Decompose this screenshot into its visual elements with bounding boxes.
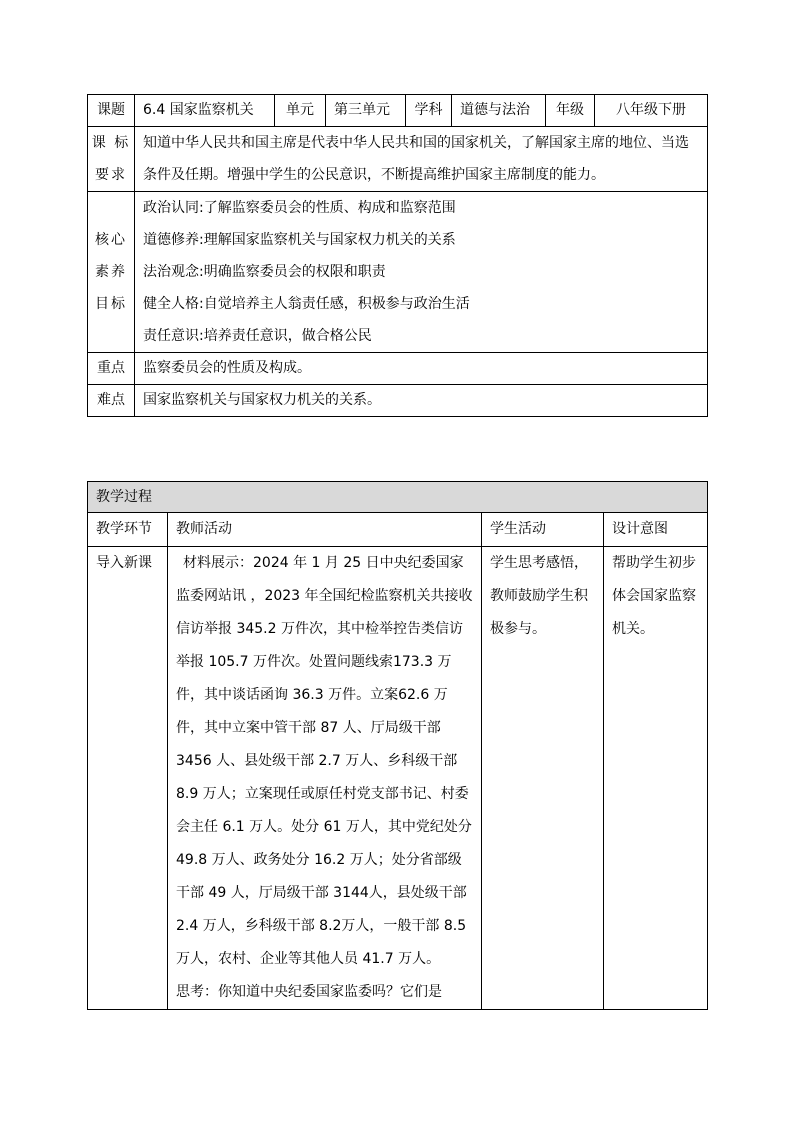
column-header: 教师活动 xyxy=(168,513,482,547)
teacher-material-text: 材料展示：2024 年 1 月 25 日中央纪委国家监委网站讯 ，2023 年全国纪检监察机关共接收信访举报 345.2 万件次，其中检举控告类信访举报 105.7 万件次。处置问题线索173.3 万件，其中谈话函询 36.3 万件。立案62.6 万件，其中立案中管干部 87 人、厅局级干部 3456 人、县处级干部 2.7 万人、乡科级干部 8.9 万人；立案现任或原任村党支部书记、村委会主任 6.1 万人。处分 61 万人，其中党纪处分 49.8 万人、政务处分 16.2 万人；处分省部级干部 49 人，厅局级干部 3144人，县处级干部 2.4 万人，乡科级干部 8.2万人，一般干部 8.5 万人，农村、企业等其他人员 41.7 万人。 xyxy=(176,555,473,967)
process-header-row xyxy=(88,513,708,547)
teacher-question-text: 思考：你知道中央纪委国家监委吗？它们是 xyxy=(176,984,442,1000)
lesson-row xyxy=(88,95,708,127)
teacher-activity-cell xyxy=(168,547,482,1010)
difficulty-text: 国家监察机关与国家权力机关的关系。 xyxy=(135,385,708,417)
stage-cell: 导入新课 xyxy=(88,547,168,1010)
literacy-item: 道德修养:理解国家监察机关与国家权力机关的关系 xyxy=(143,232,456,248)
unit-value: 第三单元 xyxy=(326,95,406,127)
grade-label: 年级 xyxy=(546,95,595,127)
grade-value: 八年级下册 xyxy=(595,95,708,127)
literacy-label-line-1: 核心 xyxy=(95,232,127,248)
literacy-item: 法治观念:明确监察委员会的权限和职责 xyxy=(143,264,386,280)
standard-text: 知道中华人民共和国主席是代表中华人民共和国的国家机关，了解国家主席的地位、当选条件及任期。增强中学生的公民意识，不断提高维护国家主席制度的能力。 xyxy=(135,127,708,192)
key-row xyxy=(88,353,708,385)
literacy-label-line-3: 目标 xyxy=(95,296,127,312)
difficulty-label: 难点 xyxy=(88,385,135,417)
lesson-info-table xyxy=(87,94,708,417)
standard-label-line-2: 要求 xyxy=(95,167,127,183)
column-header: 设计意图 xyxy=(604,513,708,547)
teaching-process-table xyxy=(87,481,708,1010)
lesson-label: 课题 xyxy=(88,95,135,127)
design-intent-cell: 帮助学生初步体会国家监察机关。 xyxy=(604,547,708,1010)
standard-row xyxy=(88,127,708,192)
process-title: 教学过程 xyxy=(88,482,708,513)
literacy-row xyxy=(88,192,708,353)
literacy-list xyxy=(135,192,708,353)
literacy-label xyxy=(88,192,135,353)
lesson-value: 6.4 国家监察机关 xyxy=(135,95,275,127)
standard-label-line-1: 课 标 xyxy=(91,135,131,151)
literacy-item: 政治认同:了解监察委员会的性质、构成和监察范围 xyxy=(143,200,456,216)
subject-value: 道德与法治 xyxy=(452,95,546,127)
literacy-item: 责任意识:培养责任意识，做合格公民 xyxy=(143,328,372,344)
unit-label: 单元 xyxy=(275,95,326,127)
key-label: 重点 xyxy=(88,353,135,385)
literacy-label-line-2: 素养 xyxy=(95,264,127,280)
subject-label: 学科 xyxy=(406,95,452,127)
standard-label xyxy=(88,127,135,192)
student-activity-cell: 学生思考感悟，教师鼓励学生积极参与。 xyxy=(482,547,604,1010)
key-text: 监察委员会的性质及构成。 xyxy=(135,353,708,385)
process-title-row xyxy=(88,482,708,513)
process-row xyxy=(88,547,708,1010)
column-header: 学生活动 xyxy=(482,513,604,547)
difficulty-row xyxy=(88,385,708,417)
literacy-item: 健全人格:自觉培养主人翁责任感，积极参与政治生活 xyxy=(143,296,470,312)
column-header: 教学环节 xyxy=(88,513,168,547)
